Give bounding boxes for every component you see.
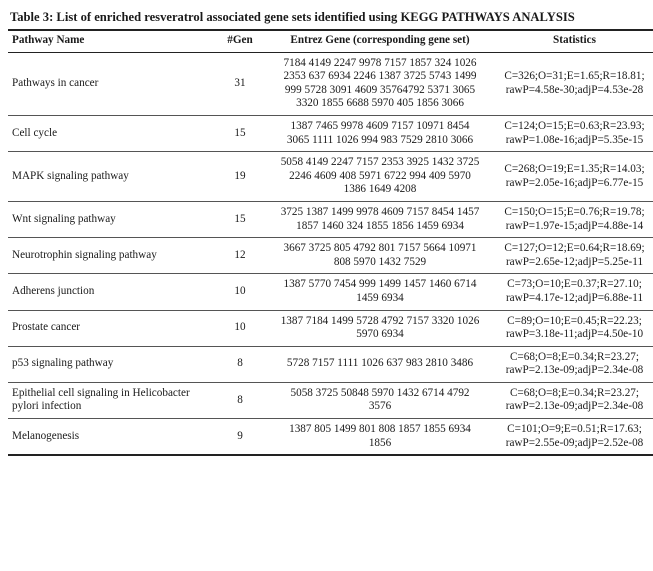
pathway-name-cell: Prostate cancer <box>12 321 81 334</box>
gen-count-cell: 9 <box>237 429 243 442</box>
header-entrez-gene: Entrez Gene (corresponding gene set) <box>290 34 470 46</box>
entrez-genes-cell: 5728 7157 1111 1026 637 983 2810 3486 <box>286 357 474 370</box>
statistics-cell: C=73;O=10;E=0.37;R=27.10; rawP=4.17e-12;adjP=6.88e-11 <box>505 278 644 304</box>
entrez-genes-cell: 1387 805 1499 801 808 1857 1855 6934 1856 <box>289 423 471 449</box>
gen-count-cell: 31 <box>234 76 246 89</box>
table-row <box>8 201 653 237</box>
header-statistics: Statistics <box>553 34 596 46</box>
pathway-name-cell: p53 signaling pathway <box>12 357 114 370</box>
entrez-genes-cell: 3667 3725 805 4792 801 7157 5664 10971 808 5970 1432 7529 <box>283 242 477 268</box>
entrez-genes-cell: 1387 7184 1499 5728 4792 7157 3320 1026 5970 6934 <box>280 314 480 341</box>
statistics-cell: C=127;O=12;E=0.64;R=18.69; rawP=2.65e-12;adjP=5.25e-11 <box>504 242 645 268</box>
statistics-cell: C=101;O=9;E=0.51;R=17.63; rawP=2.55e-09;adjP=2.52e-08 <box>505 423 644 449</box>
pathway-name-cell: Cell cycle <box>12 126 58 139</box>
statistics-cell: C=124;O=15;E=0.63;R=23.93; rawP=1.08e-16;adjP=5.35e-15 <box>504 119 645 146</box>
statistics-cell: C=268;O=19;E=1.35;R=14.03; rawP=2.05e-16;adjP=6.77e-15 <box>504 162 645 189</box>
entrez-genes-cell: 5058 4149 2247 7157 2353 3925 1432 3725 2246 4609 408 5971 6722 994 409 5970 1386 1649 4208 <box>280 156 480 196</box>
pathway-name-cell: Melanogenesis <box>12 429 80 442</box>
entrez-genes-cell: 3725 1387 1499 9978 4609 7157 8454 1457 1857 1460 324 1855 1856 1459 6934 <box>280 205 480 232</box>
entrez-genes-cell: 1387 5770 7454 999 1499 1457 1460 6714 1459 6934 <box>283 278 477 304</box>
table-caption: Table 3: List of enriched resveratrol associated gene sets identified using KEGG PATHWAYS ANALYSIS <box>10 10 575 24</box>
gen-count-cell: 8 <box>237 357 243 370</box>
gen-count-cell: 10 <box>234 285 246 298</box>
table-row <box>8 382 653 418</box>
table-row <box>8 310 653 346</box>
header-pathway-name: Pathway Name <box>12 34 85 46</box>
pathway-name-cell: MAPK signaling pathway <box>12 169 129 182</box>
statistics-cell: C=68;O=8;E=0.34;R=23.27; rawP=2.13e-09;adjP=2.34e-08 <box>505 386 644 413</box>
table-row <box>8 238 653 274</box>
table-header-row <box>8 30 653 52</box>
pathway-name-cell: Wnt signaling pathway <box>12 212 116 225</box>
pathway-name-cell: Adherens junction <box>12 285 95 298</box>
statistics-cell: C=326;O=31;E=1.65;R=18.81; rawP=4.58e-30;adjP=4.53e-28 <box>504 70 645 96</box>
statistics-cell: C=89;O=10;E=0.45;R=22.23; rawP=3.18e-11;adjP=4.50e-10 <box>505 314 644 341</box>
statistics-cell: C=150;O=15;E=0.76;R=19.78; rawP=1.97e-15;adjP=4.88e-14 <box>504 205 645 232</box>
table-row <box>8 419 653 456</box>
gen-count-cell: 8 <box>237 393 243 406</box>
table-row <box>8 115 653 151</box>
pathway-name-cell: Neurotrophin signaling pathway <box>12 248 157 261</box>
kegg-pathways-table <box>8 29 653 456</box>
gen-count-cell: 15 <box>234 212 246 225</box>
entrez-genes-cell: 1387 7465 9978 4609 7157 10971 8454 3065 1111 1026 994 983 7529 2810 3066 <box>286 119 474 146</box>
pathway-name-cell: Epithelial cell signaling in Helicobacter pylori infection <box>12 386 190 413</box>
table-row <box>8 346 653 382</box>
pathway-name-cell: Pathways in cancer <box>12 76 99 89</box>
table-row <box>8 152 653 202</box>
table-row <box>8 52 653 115</box>
table-row <box>8 274 653 310</box>
gen-count-cell: 10 <box>234 321 246 334</box>
entrez-genes-cell: 5058 3725 50848 5970 1432 6714 4792 3576 <box>290 386 470 413</box>
entrez-genes-cell: 7184 4149 2247 9978 7157 1857 324 1026 2353 637 6934 2246 1387 3725 5743 1499 999 5728 3091 4609 35764792 5371 3065 3320 1855 6688 5970 405 1856 3066 <box>283 56 477 110</box>
gen-count-cell: 12 <box>234 248 246 261</box>
statistics-cell: C=68;O=8;E=0.34;R=23.27; rawP=2.13e-09;adjP=2.34e-08 <box>505 350 644 377</box>
gen-count-cell: 19 <box>234 169 246 182</box>
gen-count-cell: 15 <box>234 126 246 139</box>
header-gen-count: #Gen <box>227 34 253 46</box>
